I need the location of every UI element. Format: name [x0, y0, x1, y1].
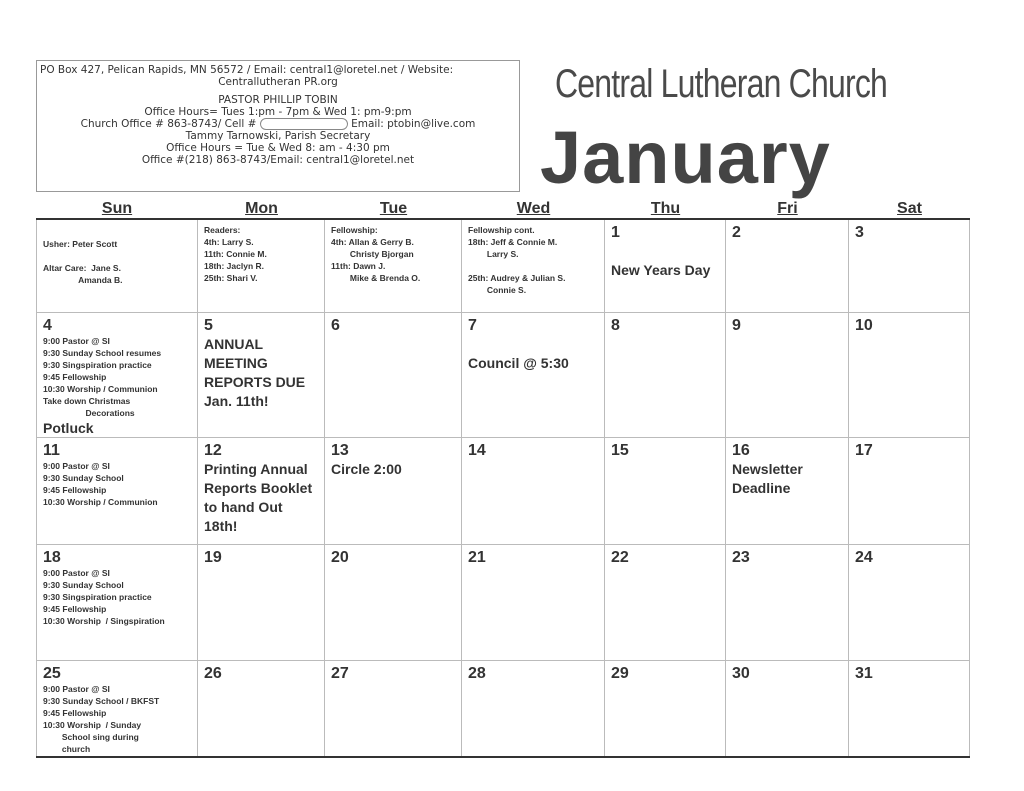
event-text: ANNUAL: [204, 336, 264, 352]
event-text: [468, 335, 598, 354]
day-cell: [605, 313, 726, 437]
day-number: 22: [611, 549, 629, 566]
cell-detail-line: 18th: Jeff & Connie M.: [468, 237, 558, 247]
cell-detail-line: Altar Care: Jane S.: [43, 263, 121, 273]
cell-detail-line: 4th: Larry S.: [204, 237, 254, 247]
day-cell: [462, 313, 605, 437]
day-number: 17: [855, 442, 873, 459]
day-cell: [726, 313, 849, 437]
cell-detail-line: Usher: Peter Scott: [43, 239, 118, 249]
day-number: 27: [331, 665, 349, 682]
day-cell: [36, 220, 198, 312]
day-cell: [325, 438, 462, 544]
day-header-wed: Wed: [516, 200, 551, 217]
day-cell: [198, 220, 325, 312]
day-number: 21: [468, 549, 486, 566]
day-cell: [462, 438, 605, 544]
day-cell: [605, 438, 726, 544]
day-number: 13: [331, 442, 349, 459]
cell-detail-line: 9:30 Sunday School resumes: [43, 348, 162, 358]
cell-detail-line: 9:45 Fellowship: [43, 372, 107, 382]
cell-detail-line: [468, 260, 598, 272]
cell-detail-line: 9:00 Pastor @ SI: [43, 568, 110, 578]
day-cell: [198, 661, 325, 757]
week-row: [36, 313, 970, 438]
calendar-grid: [36, 198, 970, 758]
week-row: [36, 438, 970, 545]
day-number: 4: [43, 317, 52, 334]
cell-detail-line: Amanda B.: [43, 275, 123, 285]
office-contact: Office #(218) 863-8743/Email: central1@loretel.net: [141, 154, 415, 166]
day-cell: [325, 313, 462, 437]
day-number: 23: [732, 549, 750, 566]
day-cell: [36, 313, 198, 437]
day-number: 9: [732, 317, 741, 334]
cell-detail-line: 9:45 Fellowship: [43, 604, 107, 614]
day-number: 8: [611, 317, 620, 334]
cell-detail-line: Connie S.: [468, 285, 527, 295]
day-cell: [726, 661, 849, 757]
cell-detail-line: Mike & Brenda O.: [331, 273, 421, 283]
day-number: 20: [331, 549, 349, 566]
cell-detail-line: church: [43, 744, 91, 754]
cell-detail-line: Fellowship cont.: [468, 225, 535, 235]
day-cell: [605, 661, 726, 757]
website-text: Centrallutheran PR.org: [218, 76, 338, 88]
secretary-name: Tammy Tarnowski, Parish Secretary: [185, 130, 371, 142]
cell-detail-line: Christy Bjorgan: [331, 249, 414, 259]
cell-detail-line: Larry S.: [468, 249, 519, 259]
day-cell: [726, 438, 849, 544]
cell-detail-line: 18th: Jaclyn R.: [204, 261, 264, 271]
day-number: 24: [855, 549, 873, 566]
day-number: 26: [204, 665, 222, 682]
day-number: 31: [855, 665, 873, 682]
cell-detail-line: 10:30 Worship / Sunday: [43, 720, 142, 730]
cell-detail-line: 11th: Dawn J.: [331, 261, 386, 271]
day-cell: [605, 220, 726, 312]
day-number: 18: [43, 549, 61, 566]
cell-detail-line: 4th: Allan & Gerry B.: [331, 237, 414, 247]
church-info-box: [36, 60, 520, 192]
cell-detail-line: [43, 250, 191, 262]
cell-detail-line: School sing during: [43, 732, 139, 742]
day-cell: [462, 661, 605, 757]
event-text: Reports Booklet: [204, 480, 313, 496]
calendar-weeks: [36, 220, 970, 758]
pastor-name: PASTOR PHILLIP TOBIN: [218, 94, 338, 106]
day-number: 6: [331, 317, 340, 334]
address-line: PO Box 427, Pelican Rapids, MN 56572 / Email: central1@loretel.net / Website:: [40, 64, 454, 76]
cell-detail-line: 9:30 Sunday School: [43, 473, 124, 483]
day-number: 15: [611, 442, 629, 459]
day-cell: [325, 545, 462, 660]
day-cell: [36, 438, 198, 544]
pastor-email: Email: ptobin@live.com: [351, 118, 476, 130]
day-number: 30: [732, 665, 750, 682]
week-row: [36, 545, 970, 661]
day-cell: [462, 220, 605, 312]
cell-detail-line: 11th: Connie M.: [204, 249, 267, 259]
day-header-thu: Thu: [650, 200, 681, 217]
day-cell: [36, 661, 198, 757]
day-number: 5: [204, 317, 213, 334]
event-text: REPORTS DUE: [204, 374, 306, 390]
day-number: 16: [732, 442, 750, 459]
day-cell: [198, 313, 325, 437]
day-cell: [325, 661, 462, 757]
day-number: 29: [611, 665, 629, 682]
cell-detail-line: 9:00 Pastor @ SI: [43, 684, 110, 694]
day-cell: [36, 545, 198, 660]
secretary-office-hours: Office Hours = Tue & Wed 8: am - 4:30 pm: [166, 142, 390, 154]
event-text: Council @ 5:30: [468, 355, 569, 371]
day-number: 19: [204, 549, 222, 566]
cell-detail-line: Fellowship:: [331, 225, 378, 235]
day-number: 3: [855, 224, 864, 241]
day-number: 7: [468, 317, 477, 334]
event-text: New Years Day: [611, 262, 711, 278]
cell-detail-line: 9:45 Fellowship: [43, 485, 107, 495]
day-header-tue: Tue: [379, 200, 408, 217]
church-name-title: Central Lutheran Church: [555, 62, 888, 106]
week-row: [36, 220, 970, 313]
day-header-fri: Fri: [777, 200, 798, 217]
cell-detail-line: 9:45 Fellowship: [43, 708, 107, 718]
redacted-cell-number: [260, 118, 348, 130]
day-cell: [726, 545, 849, 660]
cell-detail-line: 9:30 Sunday School / BKFST: [43, 696, 160, 706]
cell-detail-line: 10:30 Worship / Communion: [43, 497, 158, 507]
day-number: 10: [855, 317, 873, 334]
bottom-rule: [36, 756, 970, 758]
day-cell: [198, 438, 325, 544]
day-cell: [849, 220, 970, 312]
event-text: Newsletter: [732, 461, 803, 477]
day-number: 1: [611, 224, 620, 241]
day-cell: [849, 545, 970, 660]
event-text: to hand Out: [204, 499, 283, 515]
day-cell: [726, 220, 849, 312]
cell-detail-line: Take down Christmas: [43, 396, 131, 406]
day-header-mon: Mon: [245, 200, 278, 217]
day-cell: [198, 545, 325, 660]
cell-detail-line: 25th: Audrey & Julian S.: [468, 273, 566, 283]
pastor-office-hours: Office Hours= Tues 1:pm - 7pm & Wed 1: pm-9:pm: [144, 106, 412, 118]
cell-detail-line: 9:30 Singspiration practice: [43, 592, 152, 602]
cell-detail-line: 10:30 Worship / Singspiration: [43, 616, 165, 626]
cell-detail-line: Readers:: [204, 225, 241, 235]
event-text: MEETING: [204, 355, 268, 371]
cell-detail-line: 9:30 Singspiration practice: [43, 360, 152, 370]
cell-detail-line: 9:00 Pastor @ SI: [43, 336, 110, 346]
day-number: 12: [204, 442, 222, 459]
day-header-row: [36, 198, 970, 220]
day-cell: [849, 438, 970, 544]
day-cell: [605, 545, 726, 660]
day-number: 28: [468, 665, 486, 682]
cell-detail-line: 25th: Shari V.: [204, 273, 258, 283]
event-text: [611, 242, 719, 261]
day-header-sat: Sat: [897, 200, 922, 217]
month-title: January: [540, 116, 831, 199]
cell-detail-line: Decorations: [43, 408, 135, 418]
day-cell: [325, 220, 462, 312]
day-number: 25: [43, 665, 61, 682]
day-number: 14: [468, 442, 486, 459]
event-text: 18th!: [204, 518, 238, 534]
week-row: [36, 661, 970, 758]
event-text: Printing Annual: [204, 461, 308, 477]
day-cell: [462, 545, 605, 660]
phone-line: [37, 118, 519, 130]
cell-detail-line: 9:00 Pastor @ SI: [43, 461, 110, 471]
cell-detail-line: 9:30 Sunday School: [43, 580, 124, 590]
event-text: Deadline: [732, 480, 791, 496]
church-office-phone: Church Office # 863-8743/ Cell #: [80, 118, 257, 130]
day-header-sun: Sun: [101, 200, 133, 217]
event-text: Potluck: [43, 420, 94, 436]
day-cell: [849, 313, 970, 437]
cell-detail-line: 10:30 Worship / Communion: [43, 384, 158, 394]
event-text: Circle 2:00: [331, 461, 402, 477]
day-number: 2: [732, 224, 741, 241]
day-cell: [849, 661, 970, 757]
day-number: 11: [43, 442, 60, 459]
event-text: Jan. 11th!: [204, 393, 269, 409]
